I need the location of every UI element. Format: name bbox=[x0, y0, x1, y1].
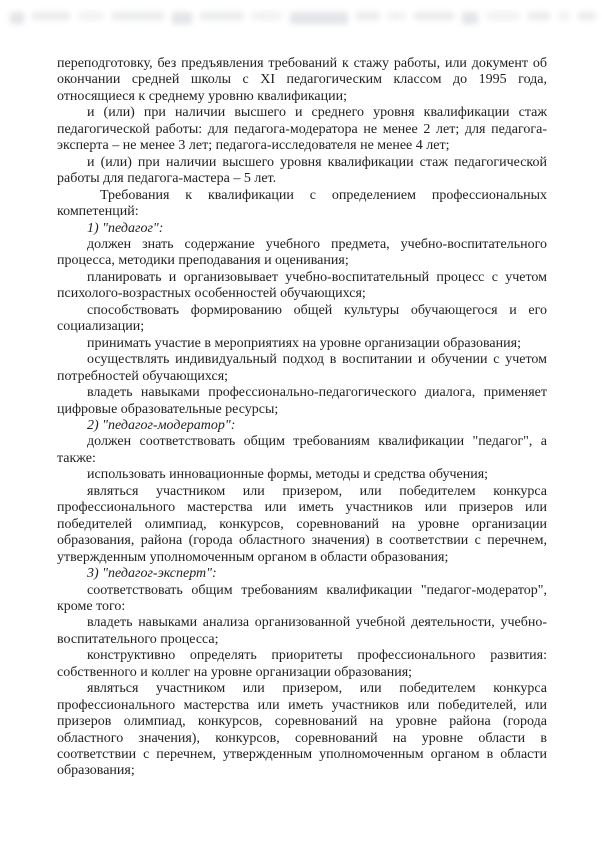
list-item-heading: 2) "педагог-модератор": bbox=[87, 417, 236, 433]
paragraph: принимать участие в мероприятиях на уровне организации образования; bbox=[87, 335, 521, 351]
paragraph: владеть навыками профессионально-педагогического диалога, применяет цифровые образовательные ресурсы; bbox=[57, 385, 547, 417]
list-item-heading: 3) "педагог-эксперт": bbox=[87, 566, 217, 582]
paragraph: являться участником или призером, или победителем конкурса профессионального мастерства или иметь участников или призеров или победителей олимпиад, конкурсов, соревнований на уровне организации образования, района (города областного значения) в соответствии с перечнем, утвержденным уполномоченным органом в области образования; bbox=[57, 483, 547, 565]
paragraph: способствовать формированию общей культуры обучающегося и его социализации; bbox=[57, 302, 547, 335]
paragraph: должен знать содержание учебного предмета, учебно-воспитательного процесса, методики преподавания и оценивания; bbox=[57, 236, 547, 269]
list-item-heading: 1) "педагог": bbox=[87, 220, 164, 236]
paragraph: являться участником или призером, или победителем конкурса профессионального мастерства или иметь участников или победителей, или призеров олимпиад, конкурсов, соревнований на уровне района (города областного значения), конкурсов, соревнований на уровне области в соответствии с перечнем, утвержденным уполномоченным органом в области образования; bbox=[57, 681, 547, 779]
paragraph: должен соответствовать общим требованиям квалификации "педагог", а также: bbox=[57, 434, 547, 466]
scan-bleed-artifact bbox=[6, 9, 596, 39]
paragraph: использовать инновационные формы, методы и средства обучения; bbox=[87, 467, 489, 483]
paragraph: и (или) при наличии высшего уровня квалификации стаж педагогической работы для педагога-мастера – 5 лет. bbox=[57, 154, 547, 187]
paragraph: владеть навыками анализа организованной учебной деятельности, учебно-воспитательного процесса; bbox=[57, 615, 547, 647]
paragraph: планировать и организовывает учебно-воспитательный процесс с учетом психолого-возрастных особенностей обучающихся; bbox=[57, 269, 547, 302]
paragraph: Требования к квалификации с определением профессиональных компетенций: bbox=[57, 187, 547, 220]
paragraph: соответствовать общим требованиям квалификации "педагог-модератор", кроме того: bbox=[57, 582, 547, 614]
paragraph: переподготовку, без предъявления требований к стажу работы, или документ об окончании средней школы с XI педагогическим классом до 1995 года, относящиеся к среднему уровню квалификации; bbox=[57, 56, 547, 104]
paragraph: конструктивно определять приоритеты профессионального развития: собственного и коллег на уровне организации образования; bbox=[57, 648, 547, 680]
paragraph: осуществлять индивидуальный подход в воспитании и обучении с учетом потребностей обучающихся; bbox=[57, 352, 547, 384]
document-body-text bbox=[57, 56, 547, 780]
paragraph: и (или) при наличии высшего и среднего уровня квалификации стаж педагогической работы: для педагога-модератора не менее 2 лет; для педагога-эксперта – не менее 3 лет; педагога-исследователя не менее 4 лет; bbox=[57, 105, 547, 154]
